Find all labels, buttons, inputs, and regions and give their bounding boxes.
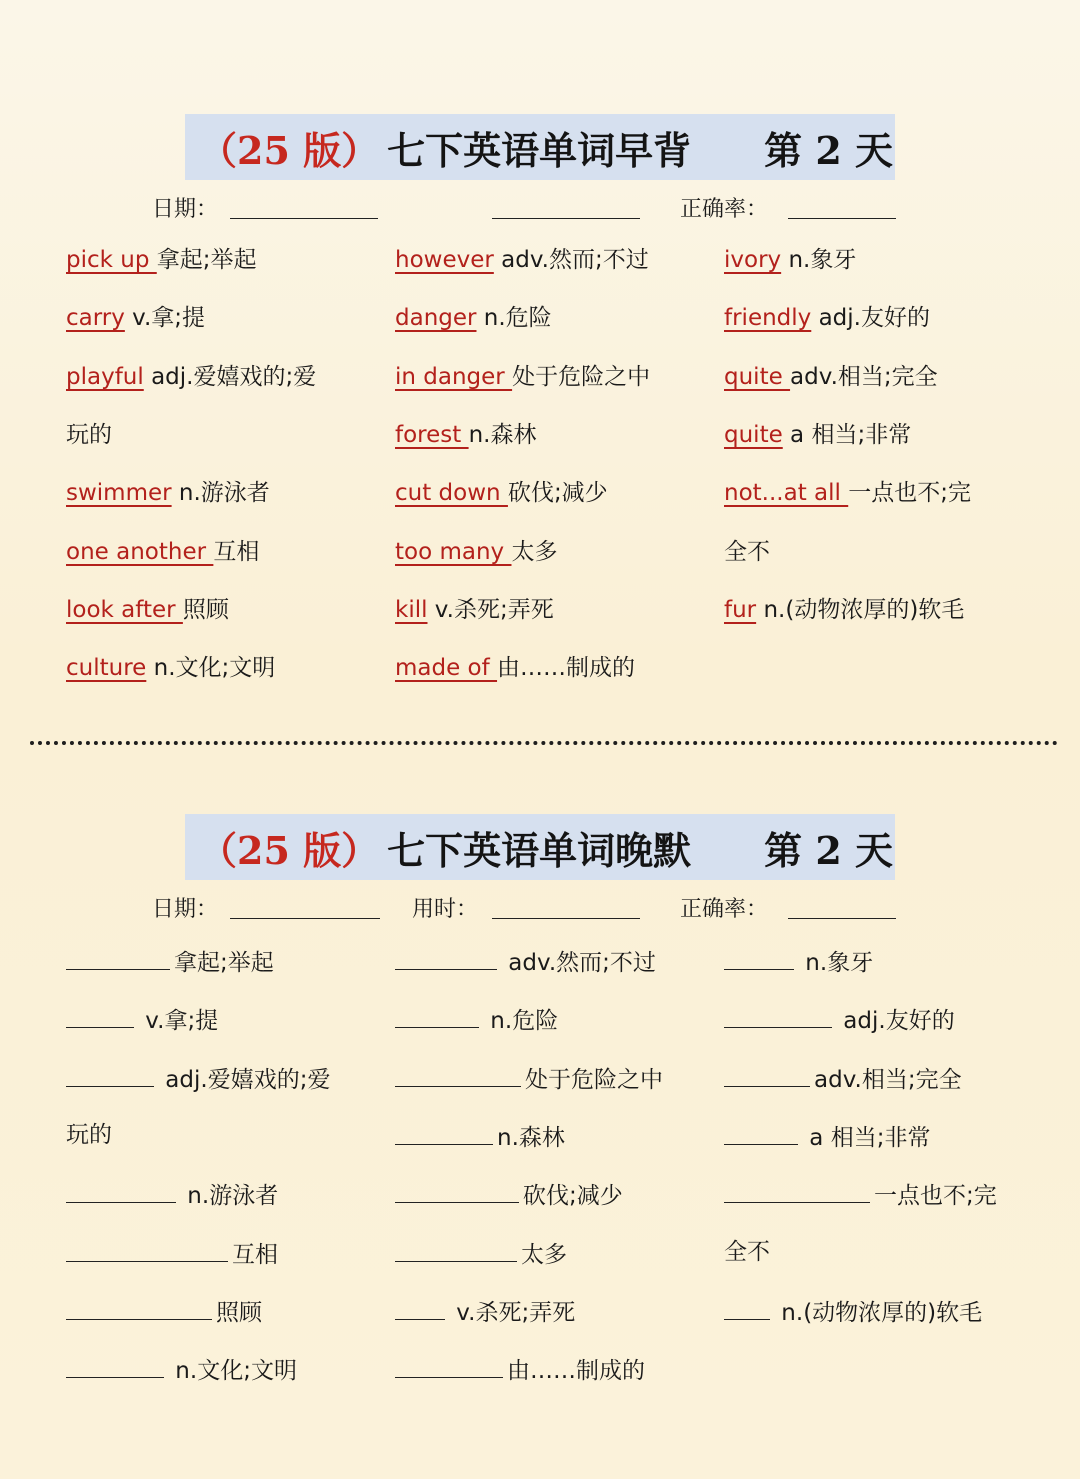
word-row bbox=[66, 1353, 297, 1386]
answer-blank[interactable] bbox=[395, 1353, 503, 1378]
word-row bbox=[724, 478, 971, 508]
chinese-meaning: n.危险 bbox=[483, 1008, 559, 1034]
english-word: in danger bbox=[395, 364, 513, 390]
answer-blank[interactable] bbox=[724, 1003, 832, 1028]
english-word: quite bbox=[724, 364, 791, 390]
morning-title-badge: （25 版） bbox=[199, 127, 380, 173]
word-row bbox=[724, 1237, 770, 1267]
english-word: however bbox=[395, 247, 494, 273]
english-word: danger bbox=[395, 305, 477, 331]
morning-title-day: 第 2 天 bbox=[764, 127, 893, 173]
word-row bbox=[395, 1120, 565, 1153]
chinese-meaning: 照顾 bbox=[182, 597, 229, 623]
answer-blank[interactable] bbox=[724, 1120, 798, 1145]
chinese-meaning: n.象牙 bbox=[781, 247, 857, 273]
word-row bbox=[724, 245, 856, 275]
evening-time-blank bbox=[492, 918, 640, 919]
evening-date-label: 日期： bbox=[152, 897, 219, 922]
chinese-meaning: adv.然而;不过 bbox=[493, 247, 649, 273]
word-row bbox=[395, 245, 649, 275]
chinese-meaning: n.危险 bbox=[476, 305, 552, 331]
word-row bbox=[724, 1120, 930, 1153]
chinese-meaning: n.象牙 bbox=[798, 950, 874, 976]
chinese-meaning: 处于危险之中 bbox=[525, 1067, 663, 1093]
chinese-meaning: 砍伐;减少 bbox=[507, 480, 608, 506]
word-row bbox=[66, 478, 270, 508]
chinese-meaning: adv.相当;完全 bbox=[790, 364, 938, 390]
word-row bbox=[724, 1003, 955, 1036]
word-row bbox=[395, 945, 656, 978]
word-row bbox=[66, 595, 229, 625]
chinese-meaning: n.(动物浓厚的)软毛 bbox=[774, 1300, 983, 1326]
evening-header-row bbox=[0, 886, 1080, 926]
chinese-meaning: 玩的 bbox=[66, 422, 112, 448]
answer-blank[interactable] bbox=[66, 1178, 176, 1203]
word-row bbox=[66, 303, 205, 333]
evening-accuracy-blank bbox=[788, 918, 896, 919]
word-row bbox=[724, 595, 964, 625]
chinese-meaning: 照顾 bbox=[216, 1300, 262, 1326]
chinese-meaning: adj.爱嬉戏的;爱 bbox=[143, 364, 317, 390]
english-word: ivory bbox=[724, 247, 782, 273]
chinese-meaning: n.游泳者 bbox=[180, 1183, 279, 1209]
answer-blank[interactable] bbox=[395, 1003, 479, 1028]
answer-blank[interactable] bbox=[395, 1178, 519, 1203]
chinese-meaning: 一点也不;完 bbox=[874, 1183, 997, 1209]
english-word: fur bbox=[724, 597, 757, 623]
chinese-meaning: adv.相当;完全 bbox=[814, 1067, 962, 1093]
word-row bbox=[724, 1178, 997, 1211]
word-row bbox=[66, 1003, 218, 1036]
english-word: forest bbox=[395, 422, 469, 448]
morning-title-bar bbox=[185, 114, 895, 180]
word-row bbox=[395, 537, 557, 567]
answer-blank[interactable] bbox=[724, 1062, 810, 1087]
word-row bbox=[724, 945, 873, 978]
answer-blank[interactable] bbox=[66, 1062, 154, 1087]
chinese-meaning: 一点也不;完 bbox=[848, 480, 971, 506]
answer-blank[interactable] bbox=[395, 1062, 521, 1087]
evening-title-bar bbox=[185, 814, 895, 880]
answer-blank[interactable] bbox=[724, 1295, 770, 1320]
word-row bbox=[395, 303, 552, 333]
word-row bbox=[66, 1295, 262, 1328]
chinese-meaning: adv.然而;不过 bbox=[501, 950, 656, 976]
word-row bbox=[395, 653, 635, 683]
evening-accuracy-label: 正确率： bbox=[680, 897, 769, 922]
word-row bbox=[395, 478, 608, 508]
dotted-divider bbox=[30, 741, 1058, 745]
word-row bbox=[724, 1295, 982, 1328]
answer-blank[interactable] bbox=[66, 1237, 228, 1262]
english-word: too many bbox=[395, 539, 512, 565]
chinese-meaning: adj.友好的 bbox=[836, 1008, 955, 1034]
word-row bbox=[395, 362, 650, 392]
chinese-meaning: 互相 bbox=[232, 1242, 278, 1268]
word-row bbox=[66, 245, 257, 275]
word-row bbox=[66, 653, 275, 683]
english-word: playful bbox=[66, 364, 144, 390]
english-word: swimmer bbox=[66, 480, 172, 506]
morning-accuracy-blank bbox=[788, 218, 896, 219]
answer-blank[interactable] bbox=[395, 1120, 493, 1145]
word-row bbox=[724, 1062, 962, 1095]
chinese-meaning: v.杀死;弄死 bbox=[427, 597, 554, 623]
morning-date-label: 日期： bbox=[152, 197, 219, 222]
morning-date-blank bbox=[230, 218, 378, 219]
chinese-meaning: 处于危险之中 bbox=[512, 364, 651, 390]
chinese-meaning: n.文化;文明 bbox=[168, 1358, 297, 1384]
evening-time-label: 用时： bbox=[412, 897, 479, 922]
chinese-meaning: n.文化;文明 bbox=[146, 655, 276, 681]
word-row bbox=[66, 1120, 112, 1150]
word-row bbox=[66, 1178, 278, 1211]
english-word: friendly bbox=[724, 305, 812, 331]
english-word: look after bbox=[66, 597, 183, 623]
morning-title-main: 七下英语单词早背 bbox=[387, 127, 692, 173]
word-row bbox=[66, 537, 259, 567]
chinese-meaning: n.游泳者 bbox=[171, 480, 270, 506]
word-row bbox=[66, 1237, 278, 1270]
chinese-meaning: 由……制成的 bbox=[507, 1358, 645, 1384]
morning-time-blank bbox=[492, 218, 640, 219]
word-row bbox=[395, 1003, 558, 1036]
answer-blank[interactable] bbox=[66, 945, 170, 970]
answer-blank[interactable] bbox=[724, 945, 794, 970]
chinese-meaning: a 相当;非常 bbox=[802, 1125, 931, 1151]
answer-blank[interactable] bbox=[66, 1353, 164, 1378]
word-row bbox=[724, 303, 930, 333]
english-word: kill bbox=[395, 597, 428, 623]
word-row bbox=[66, 362, 316, 392]
word-row bbox=[395, 1062, 663, 1095]
word-row bbox=[724, 362, 938, 392]
answer-blank[interactable] bbox=[724, 1178, 870, 1203]
chinese-meaning: 由……制成的 bbox=[497, 655, 636, 681]
chinese-meaning: 拿起;举起 bbox=[156, 247, 257, 273]
word-row bbox=[724, 537, 770, 567]
morning-accuracy-label: 正确率： bbox=[680, 197, 769, 222]
word-row bbox=[395, 1237, 567, 1270]
chinese-meaning: 全不 bbox=[724, 1239, 770, 1265]
chinese-meaning: v.拿;提 bbox=[138, 1008, 219, 1034]
answer-blank[interactable] bbox=[66, 1295, 212, 1320]
evening-title-badge: （25 版） bbox=[199, 827, 380, 873]
chinese-meaning: 互相 bbox=[213, 539, 260, 565]
answer-blank[interactable] bbox=[395, 1237, 517, 1262]
answer-blank[interactable] bbox=[66, 1003, 134, 1028]
chinese-meaning: 太多 bbox=[511, 539, 558, 565]
answer-blank[interactable] bbox=[395, 1295, 445, 1320]
chinese-meaning: n.(动物浓厚的)软毛 bbox=[756, 597, 965, 623]
chinese-meaning: 太多 bbox=[521, 1242, 567, 1268]
word-row bbox=[66, 420, 112, 450]
word-row bbox=[66, 945, 274, 978]
word-row bbox=[66, 1062, 330, 1095]
chinese-meaning: n.森林 bbox=[468, 422, 537, 448]
word-row bbox=[724, 420, 911, 450]
chinese-meaning: 砍伐;减少 bbox=[523, 1183, 623, 1209]
english-word: culture bbox=[66, 655, 147, 681]
word-row bbox=[395, 595, 554, 625]
chinese-meaning: 玩的 bbox=[66, 1122, 112, 1148]
english-word: cut down bbox=[395, 480, 508, 506]
chinese-meaning: adj.爱嬉戏的;爱 bbox=[158, 1067, 331, 1093]
chinese-meaning: v.拿;提 bbox=[124, 305, 206, 331]
english-word: quite bbox=[724, 422, 783, 448]
english-word: pick up bbox=[66, 247, 157, 273]
answer-blank[interactable] bbox=[395, 945, 497, 970]
chinese-meaning: adj.友好的 bbox=[811, 305, 930, 331]
chinese-meaning: n.森林 bbox=[497, 1125, 565, 1151]
english-word: carry bbox=[66, 305, 125, 331]
word-row bbox=[395, 420, 536, 450]
morning-header-row bbox=[0, 186, 1080, 226]
evening-date-blank bbox=[230, 918, 380, 919]
word-row bbox=[395, 1295, 575, 1328]
evening-title-day: 第 2 天 bbox=[764, 827, 893, 873]
english-word: not...at all bbox=[724, 480, 849, 506]
word-row bbox=[395, 1178, 623, 1211]
chinese-meaning: a 相当;非常 bbox=[782, 422, 912, 448]
english-word: one another bbox=[66, 539, 214, 565]
evening-title-main: 七下英语单词晚默 bbox=[387, 827, 692, 873]
chinese-meaning: 拿起;举起 bbox=[174, 950, 274, 976]
chinese-meaning: v.杀死;弄死 bbox=[449, 1300, 576, 1326]
english-word: made of bbox=[395, 655, 498, 681]
word-row bbox=[395, 1353, 645, 1386]
chinese-meaning: 全不 bbox=[724, 539, 770, 565]
